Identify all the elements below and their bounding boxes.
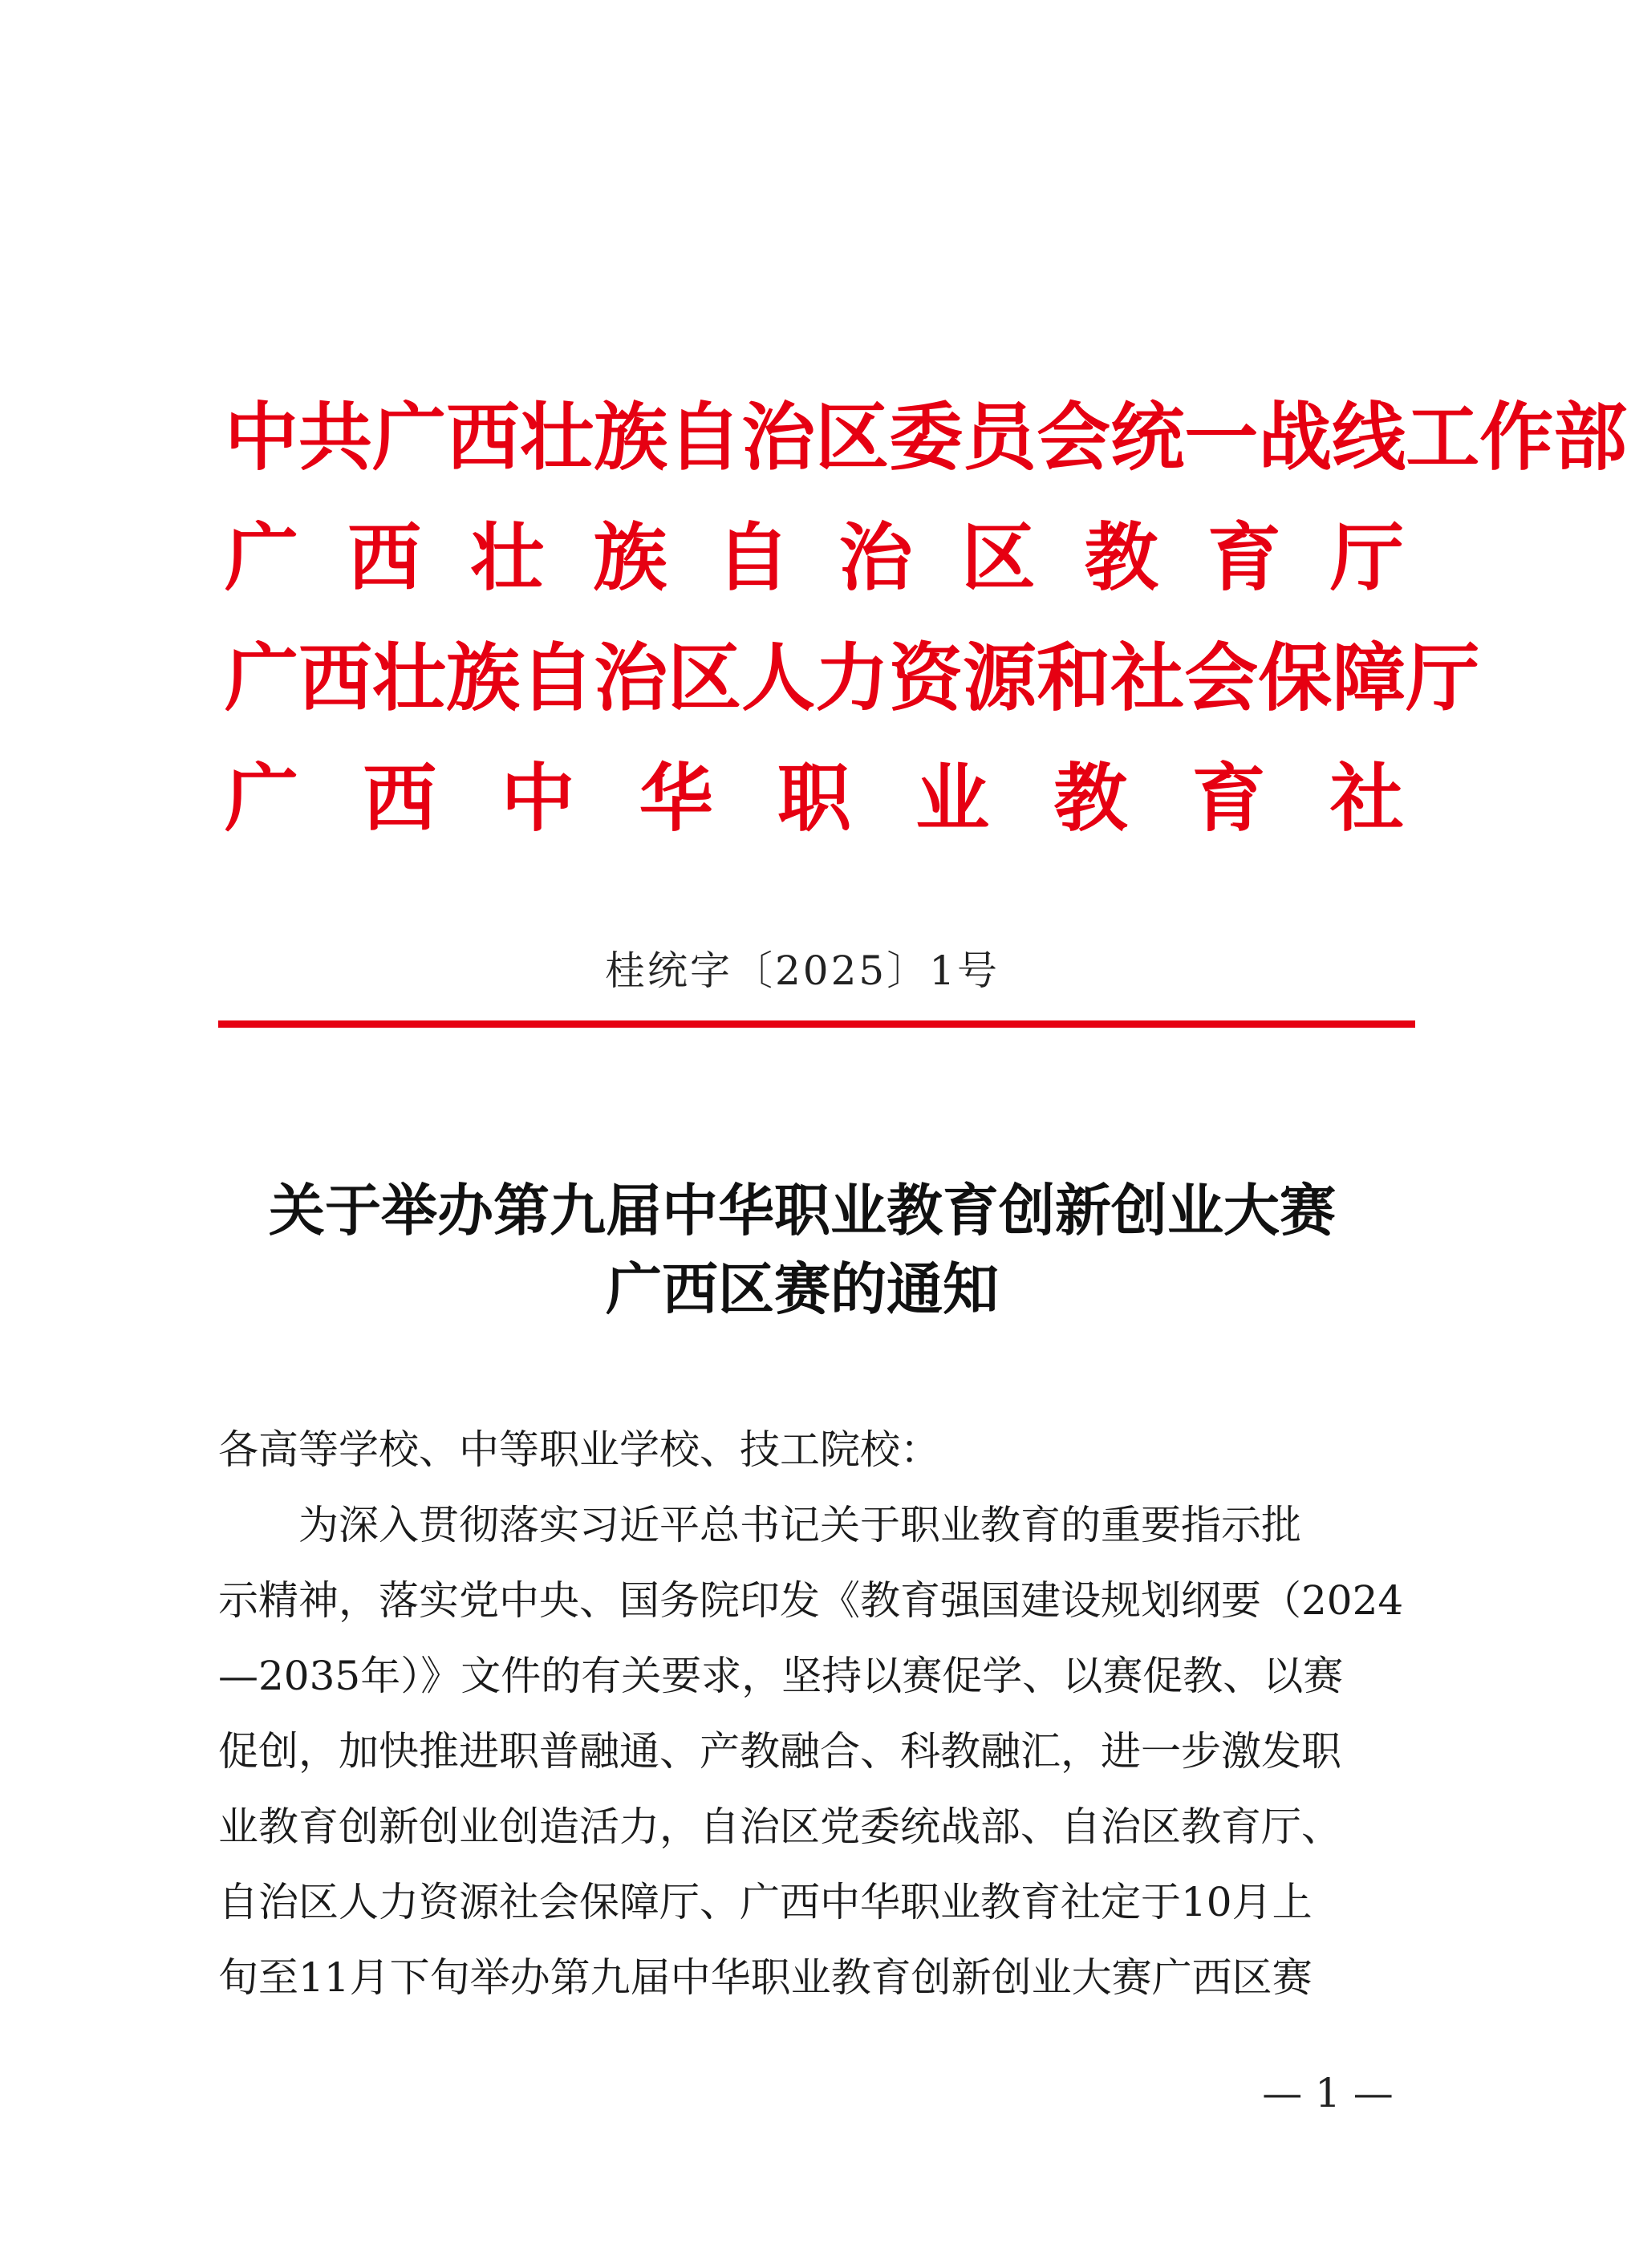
issuer-character: 人 [741, 635, 816, 721]
issuer-line-education-department [225, 497, 1404, 618]
issuer-character: 中 [501, 755, 575, 842]
document-title-line-1: 关于举办第九届中华职业教育创新创业大赛 [269, 1177, 1336, 1244]
issuer-character: 会 [1037, 394, 1111, 481]
issuer-character: 工 [1406, 394, 1480, 481]
issuer-block [225, 377, 1627, 858]
issuer-character: 区 [667, 635, 742, 721]
document-number: 桂统字〔2025〕1号 [604, 947, 1000, 994]
issuer-line-united-front [225, 377, 1627, 497]
issuer-character: 治 [741, 394, 816, 481]
issuer-character: 和 [1037, 635, 1111, 721]
document-title-line-2: 广西区赛的通知 [606, 1256, 999, 1322]
issuer-character: 自 [716, 514, 790, 601]
document-body [218, 1412, 1414, 2015]
issuer-character: 部 [1553, 394, 1627, 481]
issuer-character: 广 [372, 394, 447, 481]
issuer-character: 西 [363, 755, 437, 842]
issuer-character: 员 [963, 394, 1037, 481]
issuer-character: 族 [446, 635, 521, 721]
issuer-character: 力 [815, 635, 890, 721]
issuer-character: 区 [815, 394, 890, 481]
issuer-character: 厅 [1329, 514, 1404, 601]
document-title [0, 1171, 1605, 1329]
issuer-character: 治 [594, 635, 668, 721]
issuer-character: 区 [961, 514, 1036, 601]
issuer-character: 职 [777, 755, 851, 842]
page-number: — 1 — [1262, 2070, 1394, 2116]
issuer-character: 教 [1084, 514, 1158, 601]
paragraph-line-3: —2035年）》文件的有关要求，坚持以赛促学、以赛促教、以赛 [218, 1653, 1344, 1699]
issuer-character: 源 [963, 635, 1037, 721]
issuer-character: 一 [1184, 394, 1259, 481]
issuer-character: 中 [225, 394, 299, 481]
issuer-character: 厅 [1406, 635, 1480, 721]
issuer-character: 族 [594, 394, 668, 481]
issuer-character: 西 [347, 514, 422, 601]
issuer-character: 社 [1329, 755, 1404, 842]
red-separator-rule [218, 1020, 1415, 1028]
paragraph-line-7: 旬至11月下旬举办第九届中华职业教育创新创业大赛广西区赛 [218, 1954, 1313, 2001]
issuer-character: 治 [838, 514, 913, 601]
issuer-character: 广 [225, 755, 299, 842]
paragraph-line-4: 促创，加快推进职普融通、产教融合、科教融汇，进一步激发职 [218, 1728, 1341, 1775]
issuer-character: 自 [667, 394, 742, 481]
issuer-character: 壮 [520, 394, 594, 481]
issuer-character: 壮 [470, 514, 545, 601]
issuer-character: 统 [1110, 394, 1185, 481]
issuer-character: 西 [298, 635, 373, 721]
paragraph-line-1: 为深入贯彻落实习近平总书记关于职业教育的重要指示批 [298, 1502, 1301, 1548]
issuer-character: 障 [1332, 635, 1406, 721]
issuer-character: 共 [298, 394, 373, 481]
issuer-line-vocational-education-society [225, 738, 1404, 858]
issuer-character: 会 [1184, 635, 1259, 721]
issuer-character: 华 [639, 755, 713, 842]
issuer-character: 育 [1207, 514, 1281, 601]
paragraph-line-2: 示精神，落实党中央、国务院印发《教育强国建设规划纲要（2024 [218, 1577, 1404, 1624]
issuer-character: 委 [889, 394, 964, 481]
issuer-character: 资 [889, 635, 964, 721]
issuer-character: 保 [1258, 635, 1333, 721]
issuer-character: 自 [520, 635, 594, 721]
issuer-line-human-resources-department [225, 618, 1480, 738]
issuer-character: 战 [1258, 394, 1333, 481]
paragraph-line-5: 业教育创新创业创造活力，自治区党委统战部、自治区教育厅、 [218, 1803, 1341, 1850]
issuer-character: 教 [1053, 755, 1128, 842]
issuer-character: 业 [915, 755, 990, 842]
issuer-character: 壮 [372, 635, 447, 721]
body-paragraph [218, 1487, 1414, 2015]
issuer-character: 广 [225, 514, 299, 601]
salutation: 各高等学校、中等职业学校、技工院校： [218, 1426, 940, 1473]
issuer-character: 社 [1110, 635, 1185, 721]
issuer-character: 广 [225, 635, 299, 721]
issuer-character: 族 [593, 514, 667, 601]
issuer-character: 育 [1191, 755, 1266, 842]
paragraph-line-6: 自治区人力资源社会保障厅、广西中华职业教育社定于10月上 [218, 1879, 1313, 1925]
issuer-character: 作 [1479, 394, 1554, 481]
issuer-character: 西 [446, 394, 521, 481]
issuer-character: 线 [1332, 394, 1406, 481]
